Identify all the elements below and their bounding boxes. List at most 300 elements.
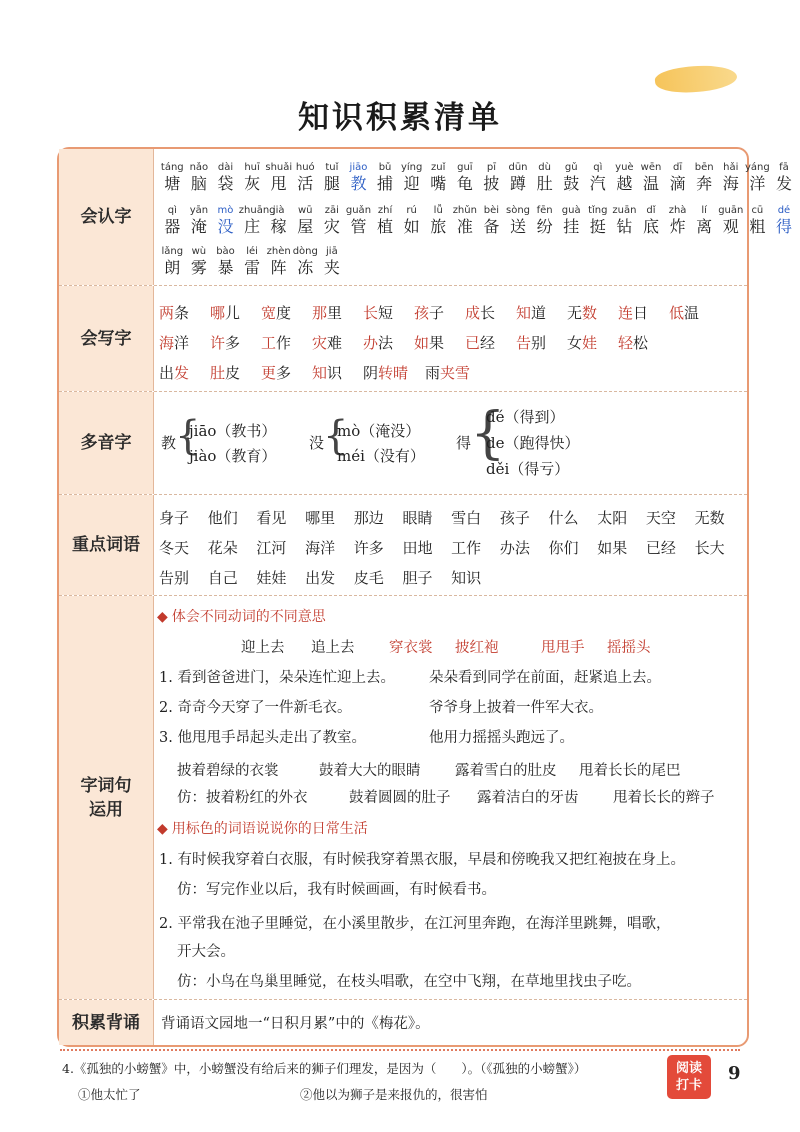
pinyin: wū bbox=[298, 205, 313, 216]
pinyin: tuǐ bbox=[325, 162, 339, 173]
pinyin: guān bbox=[718, 205, 744, 216]
key-word: 已经 bbox=[645, 539, 676, 557]
pinyin: pī bbox=[486, 162, 496, 173]
write-word bbox=[669, 302, 720, 323]
hanzi: 没 bbox=[217, 217, 234, 236]
write-word-rest: 短 bbox=[378, 304, 394, 322]
write-word-red: 灾 bbox=[312, 334, 328, 352]
hanzi: 塘 bbox=[164, 174, 181, 193]
write-word-rest: 皮 bbox=[225, 364, 241, 382]
write-word-rest: 儿 bbox=[225, 304, 241, 322]
hanzi: 迎 bbox=[403, 174, 420, 193]
recognize-char bbox=[452, 204, 479, 237]
write-word-red: 哪 bbox=[210, 304, 226, 322]
write-word bbox=[312, 362, 363, 383]
pinyin: zuān bbox=[612, 205, 637, 216]
hanzi: 底 bbox=[642, 217, 659, 236]
pinyin: jià bbox=[272, 205, 285, 216]
pinyin: qì bbox=[593, 162, 603, 173]
poly-jiao-1: jiāo（教书） bbox=[189, 422, 277, 440]
row-use bbox=[59, 596, 747, 1000]
pinyin: zhèn bbox=[266, 246, 291, 257]
write-word-rest: 子 bbox=[429, 304, 445, 322]
pinyin-line-2 bbox=[159, 204, 797, 237]
recognize-char bbox=[319, 204, 346, 237]
hanzi: 肚 bbox=[536, 174, 553, 193]
sentence-1a: 1. 看到爸爸进门，朵朵连忙迎上去。 bbox=[159, 670, 395, 686]
write-word-red: 连 bbox=[618, 304, 634, 322]
badge-line-1: 阅读 bbox=[675, 1061, 702, 1076]
pinyin: tǐng bbox=[588, 205, 608, 216]
write-word-rest: 识 bbox=[327, 364, 343, 382]
row-write bbox=[59, 286, 747, 392]
write-word-red: 长 bbox=[363, 304, 379, 322]
write-word bbox=[465, 332, 516, 353]
hanzi: 夹 bbox=[323, 258, 340, 277]
key-word: 办法 bbox=[499, 539, 530, 557]
write-word bbox=[425, 362, 487, 383]
key-line-2 bbox=[159, 537, 743, 558]
recognize-char bbox=[478, 161, 505, 194]
recognize-char bbox=[239, 161, 266, 194]
imitate-phrase-4: 甩着长长的辫子 bbox=[613, 790, 715, 806]
write-word bbox=[312, 302, 363, 323]
hanzi: 鼓 bbox=[563, 174, 580, 193]
hanzi: 越 bbox=[616, 174, 633, 193]
write-word-rest: 转晴 bbox=[378, 364, 409, 382]
hanzi: 披 bbox=[483, 174, 500, 193]
key-word: 海洋 bbox=[305, 539, 336, 557]
write-word-rest: 多 bbox=[225, 334, 241, 352]
write-word-rest: 果 bbox=[429, 334, 445, 352]
pinyin: yíng bbox=[400, 162, 423, 173]
footer-divider bbox=[60, 1049, 740, 1051]
write-word-red: 告 bbox=[516, 334, 532, 352]
verb-5-text: 甩甩手 bbox=[541, 640, 585, 656]
write-line-3 bbox=[159, 362, 487, 383]
write-word-rest: 温 bbox=[684, 304, 700, 322]
pinyin: léi bbox=[246, 246, 258, 257]
key-word: 告别 bbox=[159, 569, 190, 587]
pinyin: bǔ bbox=[378, 162, 392, 173]
pinyin: zāi bbox=[324, 205, 339, 216]
hanzi: 活 bbox=[297, 174, 314, 193]
poly-mei-1: mò（淹没） bbox=[337, 422, 421, 440]
pinyin: lǎng bbox=[161, 246, 184, 257]
key-word: 无数 bbox=[694, 509, 725, 527]
hanzi: 脑 bbox=[190, 174, 207, 193]
write-word bbox=[363, 362, 425, 383]
recognize-char bbox=[611, 204, 638, 237]
recognize-char bbox=[212, 204, 239, 237]
write-word-rest: 发 bbox=[174, 364, 190, 382]
recognize-char bbox=[159, 245, 186, 278]
imitate-phrase-2: 鼓着圆圆的肚子 bbox=[349, 790, 451, 806]
write-word-rest: 日 bbox=[633, 304, 649, 322]
recognize-char bbox=[664, 161, 691, 194]
pinyin: táng bbox=[160, 162, 184, 173]
pinyin: bèi bbox=[483, 205, 500, 216]
recognize-char bbox=[398, 161, 425, 194]
write-word-red: 轻 bbox=[618, 334, 634, 352]
key-word: 雪白 bbox=[451, 509, 482, 527]
hanzi: 甩 bbox=[270, 174, 287, 193]
write-word bbox=[210, 302, 261, 323]
write-word bbox=[210, 362, 261, 383]
recognize-char bbox=[372, 161, 399, 194]
pinyin-line-1 bbox=[159, 161, 797, 194]
hanzi: 发 bbox=[775, 174, 792, 193]
hanzi: 龟 bbox=[456, 174, 473, 193]
write-word-rest: 道 bbox=[531, 304, 547, 322]
write-word-rest: 里 bbox=[327, 304, 343, 322]
poly-char-de: 得 bbox=[456, 434, 472, 452]
key-word: 自己 bbox=[207, 569, 238, 587]
hanzi: 稼 bbox=[270, 217, 287, 236]
hanzi: 阵 bbox=[270, 258, 287, 277]
write-word-rest: 长 bbox=[480, 304, 496, 322]
hanzi: 备 bbox=[483, 217, 500, 236]
section-head-daily bbox=[157, 818, 368, 838]
write-word-red: 那 bbox=[312, 304, 328, 322]
usage-2: 2. 平常我在池子里睡觉，在小溪里散步，在江河里奔跑，在海洋里跳舞，唱歌， bbox=[159, 916, 671, 932]
pinyin: guà bbox=[561, 205, 581, 216]
recognize-char bbox=[319, 161, 346, 194]
recognize-char bbox=[292, 161, 319, 194]
hanzi: 洋 bbox=[749, 174, 766, 193]
key-word: 那边 bbox=[353, 509, 384, 527]
write-word bbox=[312, 332, 363, 353]
recognize-char bbox=[505, 161, 532, 194]
verb-6 bbox=[607, 636, 651, 657]
write-word bbox=[516, 332, 567, 353]
write-word-rest: 娃 bbox=[582, 334, 598, 352]
section-head-verbs bbox=[157, 606, 326, 626]
key-word: 长大 bbox=[694, 539, 725, 557]
recognize-char bbox=[638, 204, 665, 237]
recognize-char bbox=[319, 245, 346, 278]
pinyin: huī bbox=[244, 162, 260, 173]
key-word: 你们 bbox=[548, 539, 579, 557]
sentence-2a: 2. 奇奇今天穿了一件新毛衣。 bbox=[159, 700, 352, 716]
pinyin: zhǔn bbox=[452, 205, 477, 216]
write-word-red: 已 bbox=[465, 334, 481, 352]
recite-content bbox=[159, 1000, 741, 1045]
verb-4 bbox=[455, 636, 499, 657]
key-word: 娃娃 bbox=[256, 569, 287, 587]
key-word: 江河 bbox=[256, 539, 287, 557]
recognize-char bbox=[505, 204, 532, 237]
recognize-char bbox=[186, 161, 213, 194]
write-word-red: 更 bbox=[261, 364, 277, 382]
key-word: 许多 bbox=[353, 539, 384, 557]
verb-4-text: 披红袍 bbox=[455, 640, 499, 656]
hanzi: 奔 bbox=[696, 174, 713, 193]
recognize-char bbox=[691, 204, 718, 237]
row-label-recite: 积累背诵 bbox=[59, 1000, 154, 1045]
usage-1: 1. 有时候我穿着白衣服，有时候我穿着黑衣服，早晨和傍晚我又把红袍披在身上。 bbox=[159, 852, 685, 868]
footer-option-1: ①他太忙了 bbox=[78, 1087, 141, 1102]
hanzi: 汽 bbox=[589, 174, 606, 193]
pinyin: wēn bbox=[640, 162, 662, 173]
hanzi: 纷 bbox=[536, 217, 553, 236]
row-label-use bbox=[59, 596, 154, 999]
pinyin: fā bbox=[779, 162, 789, 173]
recognize-char bbox=[638, 161, 665, 194]
key-word: 眼睛 bbox=[402, 509, 433, 527]
hanzi: 腿 bbox=[323, 174, 340, 193]
pinyin: qì bbox=[167, 205, 177, 216]
sentence-3b: 他用力摇摇头跑远了。 bbox=[429, 730, 574, 746]
verb-5 bbox=[541, 636, 585, 657]
write-word bbox=[618, 332, 669, 353]
write-word-rest: 别 bbox=[531, 334, 547, 352]
hanzi: 器 bbox=[164, 217, 181, 236]
hanzi: 屋 bbox=[297, 217, 314, 236]
pinyin: shuǎi bbox=[265, 162, 293, 173]
recognize-char bbox=[345, 204, 372, 237]
recognize-char bbox=[744, 204, 771, 237]
write-word-rest: 数 bbox=[582, 304, 598, 322]
poly-char-jiao: 教 bbox=[161, 434, 177, 452]
recognize-char bbox=[691, 161, 718, 194]
recognize-char bbox=[452, 161, 479, 194]
recognize-char bbox=[372, 204, 399, 237]
write-word-red: 女 bbox=[567, 334, 583, 352]
write-word bbox=[159, 332, 210, 353]
hanzi: 灾 bbox=[323, 217, 340, 236]
pinyin: zhà bbox=[668, 205, 687, 216]
hanzi: 嘴 bbox=[430, 174, 447, 193]
recognize-char bbox=[398, 204, 425, 237]
recognize-char bbox=[238, 204, 276, 237]
recognize-char bbox=[159, 204, 186, 237]
pinyin: dī bbox=[673, 162, 683, 173]
row-poly bbox=[59, 392, 747, 495]
page-title: 知识积累清单 bbox=[298, 100, 502, 136]
write-word-red: 知 bbox=[516, 304, 532, 322]
key-word: 太阳 bbox=[597, 509, 628, 527]
usage-1-imitate: 仿：写完作业以后，我有时候画画，有时候看书。 bbox=[177, 882, 496, 898]
footer-option-2: ②他以为狮子是来报仇的，很害怕 bbox=[300, 1087, 488, 1102]
hanzi: 准 bbox=[456, 217, 473, 236]
hanzi: 得 bbox=[775, 217, 792, 236]
pinyin: rú bbox=[406, 205, 417, 216]
footer-question: 4.《孤独的小螃蟹》中，小螃蟹没有给后来的狮子们理发，是因为（ ）。（《孤独的小螃蟹》） bbox=[62, 1061, 587, 1076]
row-label-use-1: 字词句 bbox=[80, 775, 132, 796]
recognize-char bbox=[531, 204, 558, 237]
recognize-char bbox=[265, 245, 292, 278]
hanzi: 挺 bbox=[589, 217, 606, 236]
recognize-char bbox=[717, 204, 744, 237]
key-content bbox=[159, 495, 741, 595]
hanzi: 教 bbox=[350, 174, 367, 193]
brace-icon: { bbox=[470, 401, 506, 466]
pinyin: sòng bbox=[506, 205, 531, 216]
recognize-content bbox=[159, 149, 792, 285]
write-word-red: 孩 bbox=[414, 304, 430, 322]
recognize-char bbox=[425, 161, 452, 194]
phrase-3: 露着雪白的肚皮 bbox=[455, 763, 557, 779]
row-label-key: 重点词语 bbox=[59, 495, 154, 595]
recognize-char bbox=[212, 245, 239, 278]
write-word-rest: 松 bbox=[633, 334, 649, 352]
write-word-red: 宽 bbox=[261, 304, 277, 322]
key-word: 如果 bbox=[597, 539, 628, 557]
hanzi: 离 bbox=[696, 217, 713, 236]
phrase-4: 甩着长长的尾巴 bbox=[579, 763, 681, 779]
sentence-2b: 爷爷身上披着一件军大衣。 bbox=[429, 700, 603, 716]
recognize-char bbox=[345, 161, 372, 194]
hanzi: 滴 bbox=[669, 174, 686, 193]
pinyin: zhuāng bbox=[238, 205, 276, 216]
row-recognize bbox=[59, 149, 792, 286]
recognize-char bbox=[717, 161, 744, 194]
recognize-char bbox=[558, 204, 585, 237]
recite-text: 背诵语文园地一“日积月累”中的《梅花》。 bbox=[161, 1016, 430, 1032]
hanzi: 蹲 bbox=[510, 174, 527, 193]
hanzi: 朗 bbox=[164, 258, 181, 277]
row-key bbox=[59, 495, 747, 596]
write-word-rest: 夹雪 bbox=[440, 364, 471, 382]
pinyin: bào bbox=[216, 246, 235, 257]
recognize-char bbox=[664, 204, 691, 237]
write-word bbox=[516, 302, 567, 323]
phrase-2: 鼓着大大的眼睛 bbox=[319, 763, 421, 779]
pinyin-line-3 bbox=[159, 245, 345, 278]
pinyin: wù bbox=[191, 246, 207, 257]
write-word-red: 出 bbox=[159, 364, 175, 382]
write-word bbox=[210, 332, 261, 353]
verb-3 bbox=[389, 636, 433, 657]
key-word: 哪里 bbox=[305, 509, 336, 527]
poly-mei-2: méi（没有） bbox=[337, 447, 425, 465]
write-line-1 bbox=[159, 302, 720, 323]
pinyin: gǔ bbox=[564, 162, 578, 173]
diamond-icon: ◆ bbox=[157, 821, 168, 837]
reading-checkin-badge[interactable] bbox=[667, 1055, 711, 1099]
recognize-char bbox=[611, 161, 638, 194]
key-word: 工作 bbox=[451, 539, 482, 557]
key-word: 冬天 bbox=[159, 539, 190, 557]
pinyin: guǎn bbox=[345, 205, 372, 216]
poly-de-1: dé（得到） bbox=[486, 408, 565, 426]
hanzi: 庄 bbox=[244, 217, 261, 236]
recognize-char bbox=[186, 245, 213, 278]
key-word: 什么 bbox=[548, 509, 579, 527]
hanzi: 旅 bbox=[430, 217, 447, 236]
key-word: 出发 bbox=[305, 569, 336, 587]
section-head-daily-text: 用标色的词语说说你的日常生活 bbox=[171, 821, 368, 837]
hanzi: 植 bbox=[377, 217, 394, 236]
pinyin: lí bbox=[701, 205, 707, 216]
key-word: 孩子 bbox=[499, 509, 530, 527]
write-word bbox=[618, 302, 669, 323]
poly-de-3: děi（得亏） bbox=[486, 460, 570, 478]
write-word-rest: 多 bbox=[276, 364, 292, 382]
key-word: 身子 bbox=[159, 509, 190, 527]
write-word-red: 办 bbox=[363, 334, 379, 352]
write-word bbox=[261, 362, 312, 383]
pinyin: nǎo bbox=[189, 162, 209, 173]
write-word-rest: 法 bbox=[378, 334, 394, 352]
hanzi: 粗 bbox=[749, 217, 766, 236]
pinyin: cū bbox=[751, 205, 764, 216]
row-label-use-2: 运用 bbox=[89, 799, 123, 820]
hanzi: 钻 bbox=[616, 217, 633, 236]
pinyin: hǎi bbox=[723, 162, 739, 173]
key-word: 田地 bbox=[402, 539, 433, 557]
usage-2-cont: 开大会。 bbox=[177, 944, 235, 960]
write-word bbox=[261, 302, 312, 323]
diamond-icon: ◆ bbox=[157, 609, 168, 625]
usage-2-imitate: 仿：小鸟在鸟巢里睡觉，在枝头唱歌，在空中飞翔，在草地里找虫子吃。 bbox=[177, 974, 641, 990]
hanzi: 雷 bbox=[244, 258, 261, 277]
hanzi: 冻 bbox=[297, 258, 314, 277]
hanzi: 送 bbox=[510, 217, 527, 236]
pinyin: dǐ bbox=[646, 205, 656, 216]
hanzi: 管 bbox=[350, 217, 367, 236]
imitate-phrase-3: 露着洁白的牙齿 bbox=[477, 790, 579, 806]
phrase-1: 披着碧绿的衣裳 bbox=[177, 763, 279, 779]
pinyin: huó bbox=[295, 162, 315, 173]
pinyin: zuǐ bbox=[431, 162, 446, 173]
pinyin: guī bbox=[457, 162, 473, 173]
write-word bbox=[363, 332, 414, 353]
write-word-rest: 度 bbox=[276, 304, 292, 322]
row-label-recognize: 会认字 bbox=[59, 149, 154, 285]
write-word-rest: 作 bbox=[276, 334, 292, 352]
write-line-2 bbox=[159, 332, 669, 353]
hanzi: 捕 bbox=[377, 174, 394, 193]
write-word-rest: 洋 bbox=[174, 334, 190, 352]
pinyin: yān bbox=[189, 205, 209, 216]
recognize-char bbox=[425, 204, 452, 237]
key-word: 知识 bbox=[451, 569, 482, 587]
verb-2: 追上去 bbox=[311, 640, 355, 656]
write-word-rest: 难 bbox=[327, 334, 343, 352]
brace-icon: { bbox=[323, 413, 349, 459]
write-word bbox=[363, 302, 414, 323]
recognize-char bbox=[292, 245, 319, 278]
hanzi: 暴 bbox=[217, 258, 234, 277]
write-word-rest: 经 bbox=[480, 334, 496, 352]
key-word: 看见 bbox=[256, 509, 287, 527]
poly-jiao-2: jiào（教育） bbox=[189, 447, 277, 465]
badge-line-2: 打卡 bbox=[675, 1078, 702, 1093]
pinyin: dài bbox=[217, 162, 234, 173]
poly-char-mei: 没 bbox=[309, 434, 325, 452]
recognize-char bbox=[186, 204, 213, 237]
write-word bbox=[465, 302, 516, 323]
pinyin: yuè bbox=[615, 162, 634, 173]
pinyin: bēn bbox=[694, 162, 714, 173]
hanzi: 淹 bbox=[190, 217, 207, 236]
write-word bbox=[414, 302, 465, 323]
write-word-rest: 条 bbox=[174, 304, 190, 322]
section-head-verbs-text: 体会不同动词的不同意思 bbox=[171, 609, 326, 625]
recognize-char bbox=[744, 161, 771, 194]
recognize-char bbox=[585, 204, 612, 237]
recognize-char bbox=[159, 161, 186, 194]
imitate-phrase-1: 仿：披着粉红的外衣 bbox=[177, 790, 308, 806]
use-content bbox=[159, 596, 741, 999]
poly-content bbox=[159, 392, 741, 494]
write-word bbox=[159, 362, 210, 383]
recognize-char bbox=[585, 161, 612, 194]
write-word-red: 肚 bbox=[210, 364, 226, 382]
row-label-poly: 多音字 bbox=[59, 392, 154, 494]
